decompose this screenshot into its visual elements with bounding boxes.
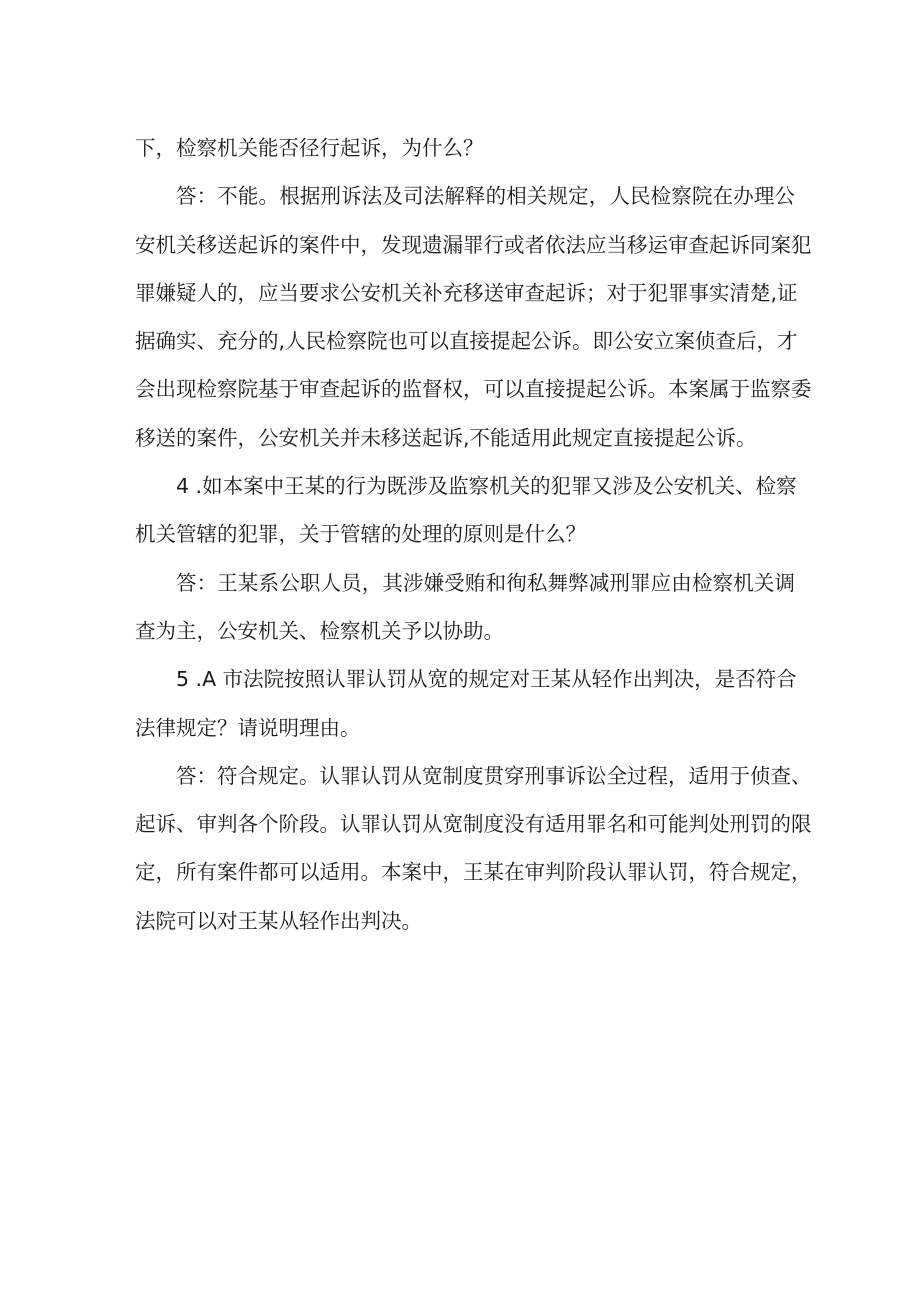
- text-line: 答：王某系公职人员，其涉嫌受贿和徇私舞弊减刑罪应由检察机关调: [176, 570, 795, 595]
- text-line: 安机关移送起诉的案件中，发现遗漏罪行或者依法应当移运审查起诉同案犯: [135, 232, 812, 257]
- paragraph-question-5: [135, 655, 795, 752]
- text-line: 下，检察机关能否径行起诉，为什么？: [135, 136, 484, 160]
- text-line: 查为主，公安机关、检察机关予以协助。: [135, 618, 504, 643]
- text-line: 答：符合规定。认罪认罚从宽制度贯穿刑事诉讼全过程，适用于侦查、: [176, 763, 812, 788]
- paragraph-answer-5: [135, 752, 812, 945]
- text-line: 罪嫌疑人的，应当要求公安机关补充移送审查起诉；对于犯罪事实清楚,证: [135, 280, 798, 305]
- text-line: 定，所有案件都可以适用。本案中，王某在审判阶段认罪认罚，符合规定，: [135, 860, 812, 885]
- text-line: 4 .如本案中王某的行为既涉及监察机关的犯罪又涉及公安机关、检察: [176, 474, 797, 499]
- paragraph-answer-4: [135, 559, 795, 656]
- text-line: 法律规定？请说明理由。: [135, 715, 361, 740]
- text-line: 移送的案件，公安机关并未移送起诉,不能适用此规定直接提起公诉。: [135, 425, 757, 450]
- text-line: 答：不能。根据刑诉法及司法解释的相关规定，人民检察院在办理公: [176, 184, 795, 209]
- text-line: 法院可以对王某从轻作出判决。: [135, 908, 422, 933]
- document-body: [135, 124, 812, 945]
- paragraph-question-3-tail: [135, 124, 795, 172]
- paragraph-question-4: [135, 462, 795, 559]
- text-line: 起诉、审判各个阶段。认罪认罚从宽制度没有适用罪名和可能判处刑罚的限: [135, 812, 812, 837]
- text-line: 5 .A 市法院按照认罪认罚从宽的规定对王某从轻作出判决，是否符合: [176, 667, 797, 692]
- paragraph-answer-3: [135, 172, 812, 462]
- text-line: 据确实、充分的,人民检察院也可以直接提起公诉。即公安立案侦查后，才: [135, 329, 798, 354]
- text-line: 会出现检察院基于审查起诉的监督权，可以直接提起公诉。本案属于监察委: [135, 377, 812, 402]
- text-line: 机关管辖的犯罪，关于管辖的处理的原则是什么？: [135, 522, 586, 547]
